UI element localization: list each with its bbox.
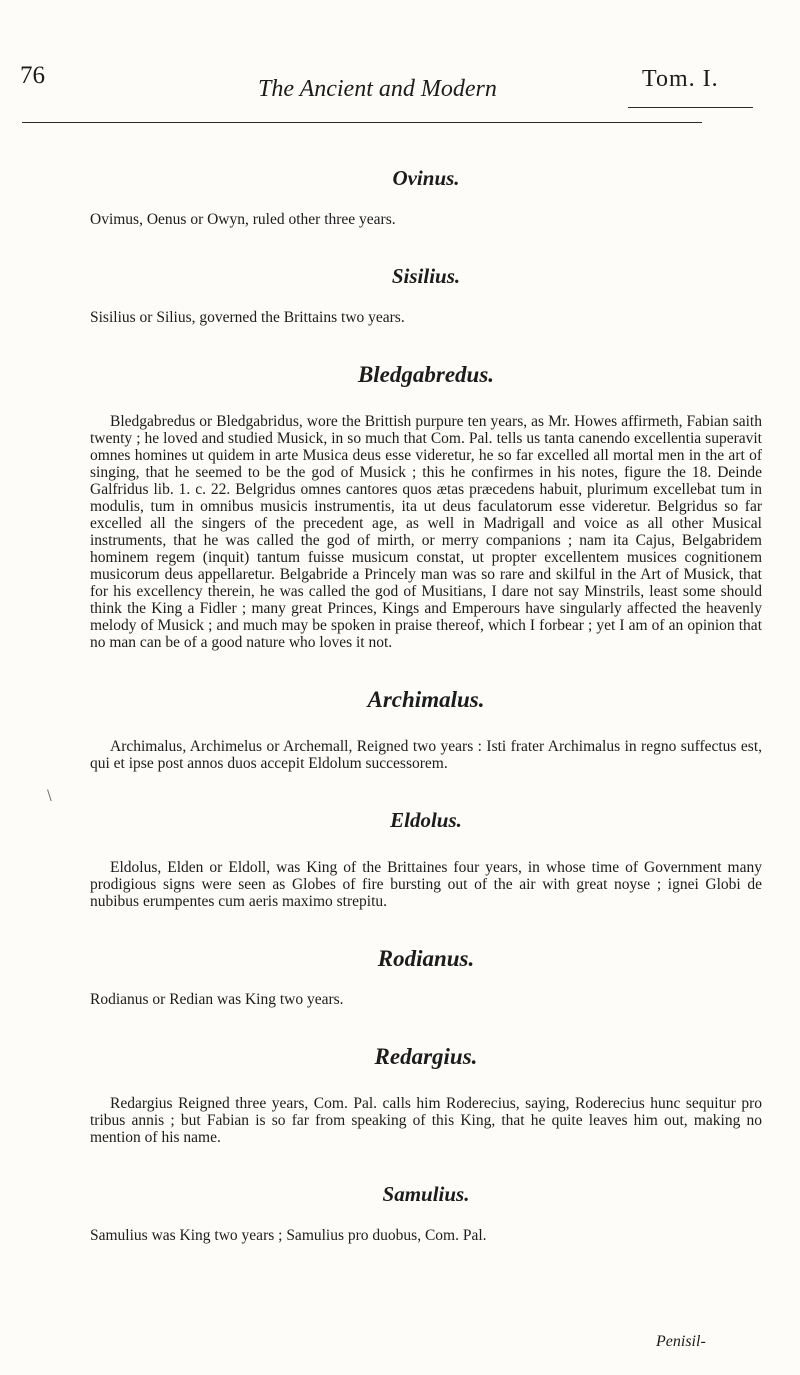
section-text-eldolus: Eldolus, Elden or Eldoll, was King of the Brittaines four years, in whose time of Government many prodigious signs were seen as Globes of fire bursting out of the air with great noyse ; ignei Globi de nubibus erumpentes cum aeris maximo strepitu.: [90, 859, 762, 910]
page-header: [20, 64, 778, 104]
section-heading-samulius: Samulius.: [382, 1182, 470, 1206]
section-text-ovinus: Ovimus, Oenus or Owyn, ruled other three years.: [90, 211, 396, 228]
running-title: The Ancient and Modern: [258, 76, 497, 102]
section-heading-sisilius: Sisilius.: [391, 264, 461, 288]
section-text-bledgabredus: Bledgabredus or Bledgabridus, wore the Brittish purpure ten years, as Mr. Howes affirmeth, Fabian saith twenty ; he loved and studied Musick, in so much that Com. Pal. tells us tanta canendo excellentia superavit omnes homines ut quidem in arte Musica deus esse videretur, he so far excelled all mortal men in the art of singing, that he seemed to be the god of Musick ; this he confirmes in his notes, figure the 18. Deinde Galfridus lib. 1. c. 22. Belgridus omnes cantores quos ætas præcedens habuit, plurimum excellebat tum in modulis, tum in omnibus musicis instrumentis, ita ut deus faculatorum esse videretur. Belgridus so far excelled all the singers of the precedent age, as well in Madrigall and voice as all other Musical instruments, that he was called the god of mirth, or merry companions ; nam ita Cajus, Belgabridem hominem regem (inquit) tantum fuisse musicum constat, ut propter excellentem musices cognitionem musicorum deus appellaretur. Belgabride a Princely man was so rare and skilful in the Art of Musick, that for his excellency therein, he was called the god of Musitians, I dare not say Minstrils, least some should think the King a Fidler ; many great Princes, Kings and Emperours have singularly affected the heavenly melody of Musick ; and much may be spoken in praise thereof, which I forbear ; yet I am of an opinion that no man can be of a good nature who loves it not.: [90, 413, 762, 651]
section-text-redargius: Redargius Reigned three years, Com. Pal. calls him Roderecius, saying, Roderecius hunc sequitur pro tribus annis ; but Fabian is so far from speaking of this King, that he quite leaves him out, making no mention of his name.: [90, 1095, 762, 1146]
section-heading-archimalus: Archimalus.: [367, 687, 485, 712]
section-text-archimalus: Archimalus, Archimelus or Archemall, Reigned two years : Isti frater Archimalus in regno suffectus est, qui et ipse post annos duos accepit Eldolum successorem.: [90, 738, 762, 772]
page-number: 76: [20, 62, 45, 89]
section-text-rodianus: Rodianus or Redian was King two years.: [90, 991, 344, 1008]
header-rule: [22, 122, 702, 123]
section-text-sisilius: Sisilius or Silius, governed the Brittains two years.: [90, 309, 405, 326]
section-heading-redargius: Redargius.: [374, 1044, 478, 1069]
section-text-samulius: Samulius was King two years ; Samulius pro duobus, Com. Pal.: [90, 1227, 487, 1244]
volume-label: Tom. I.: [642, 66, 719, 92]
header-rule-secondary: [628, 107, 753, 108]
page-body: [90, 166, 762, 1244]
margin-mark: \: [47, 788, 52, 804]
section-heading-bledgabredus: Bledgabredus.: [357, 362, 495, 387]
section-heading-eldolus: Eldolus.: [390, 808, 462, 832]
section-heading-rodianus: Rodianus.: [377, 946, 475, 971]
section-heading-ovinus: Ovinus.: [392, 166, 460, 190]
catchword: Penisil-: [656, 1333, 706, 1350]
